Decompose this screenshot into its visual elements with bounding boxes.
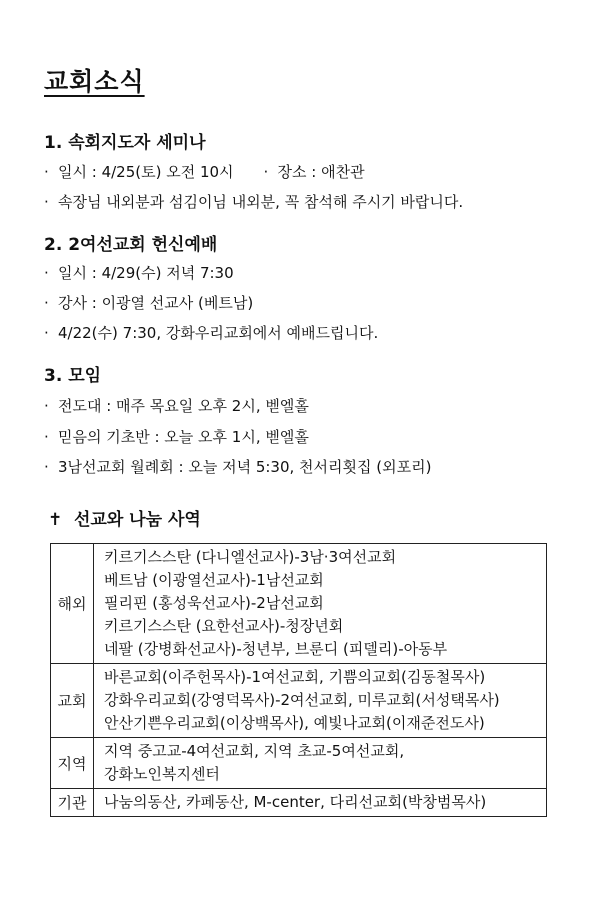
worship-location-line: [44, 322, 378, 343]
category-cell: 기관: [51, 789, 94, 817]
worship-date-line: [44, 262, 234, 283]
list-item: 키르기스스탄 (다니엘선교사)-3남·3여선교회: [104, 548, 397, 566]
mission-heading: [48, 505, 201, 530]
list-item: 필리핀 (홍성욱선교사)-2남선교회: [104, 594, 324, 612]
list-item: 안산기쁜우리교회(이상백목사), 예빛나교회(이재준전도사): [104, 714, 485, 732]
worship-location-text: 4/22(수) 7:30, 강화우리교회에서 예배드립니다.: [58, 324, 379, 342]
table-row: [51, 738, 547, 789]
section-heading-worship: 2. 2여선교회 헌신예배: [44, 235, 218, 255]
list-item: 베트남 (이광열선교사)-1남선교회: [104, 571, 324, 589]
bullet: ·: [44, 264, 49, 282]
meeting-line: [44, 395, 309, 416]
list-item: 키르기스스탄 (요한선교사)-청장년회: [104, 617, 344, 635]
seminar-schedule-line: [44, 161, 365, 182]
list-item: 바른교회(이주헌목사)-1여선교회, 기쁨의교회(김동철목사): [104, 668, 486, 686]
items-cell: [94, 664, 547, 738]
bullet: ·: [44, 163, 49, 181]
worship-speaker-line: [44, 292, 253, 313]
list-item: 강화우리교회(강영덕목사)-2여선교회, 미루교회(서성택목사): [104, 691, 500, 709]
bullet: ·: [44, 428, 49, 446]
items-cell: [94, 544, 547, 664]
section-heading-meetings: 3. 모임: [44, 366, 102, 386]
page-title: 교회소식: [44, 67, 145, 96]
meeting-text: 3남선교회 월례회 : 오늘 저녁 5:30, 천서리횟집 (외포리): [58, 458, 432, 476]
meeting-text: 전도대 : 매주 목요일 오후 2시, 벧엘홀: [58, 397, 309, 415]
cross-icon: ✝: [48, 510, 63, 530]
meeting-line: [44, 456, 431, 477]
list-item: 강화노인복지센터: [104, 765, 220, 783]
bullet: ·: [44, 193, 49, 211]
worship-date-text: 일시 : 4/29(수) 저녁 7:30: [58, 264, 234, 282]
category-cell: 해외: [51, 544, 94, 664]
seminar-notice-text: 속장님 내외분과 섬김이님 내외분, 꼭 참석해 주시기 바랍니다.: [58, 193, 464, 211]
category-cell: 지역: [51, 738, 94, 789]
meeting-text: 믿음의 기초반 : 오늘 오후 1시, 벧엘홀: [58, 428, 309, 446]
table-row: [51, 544, 547, 664]
worship-speaker-text: 강사 : 이광열 선교사 (베트남): [58, 294, 254, 312]
seminar-place-text: 장소 : 애찬관: [277, 163, 365, 181]
table-row: [51, 664, 547, 738]
items-cell: [94, 789, 547, 817]
meeting-line: [44, 426, 309, 447]
seminar-notice-line: [44, 191, 463, 212]
list-item: 나눔의동산, 카페동산, M-center, 다리선교회(박창범목사): [104, 793, 487, 811]
section-heading-seminar: 1. 속회지도자 세미나: [44, 133, 206, 153]
mission-heading-text: 선교와 나눔 사역: [74, 510, 201, 530]
bullet: ·: [44, 324, 49, 342]
bullet: ·: [44, 397, 49, 415]
category-cell: 교회: [51, 664, 94, 738]
bullet: ·: [44, 294, 49, 312]
bullet: ·: [263, 163, 269, 181]
mission-table: [50, 543, 547, 817]
table-row: [51, 789, 547, 817]
list-item: 지역 중고교-4여선교회, 지역 초교-5여선교회,: [104, 742, 405, 760]
seminar-date-text: 일시 : 4/25(토) 오전 10시: [58, 163, 234, 181]
items-cell: [94, 738, 547, 789]
bullet: ·: [44, 458, 49, 476]
list-item: 네팔 (강병화선교사)-청년부, 브룬디 (피델리)-아동부: [104, 640, 448, 658]
